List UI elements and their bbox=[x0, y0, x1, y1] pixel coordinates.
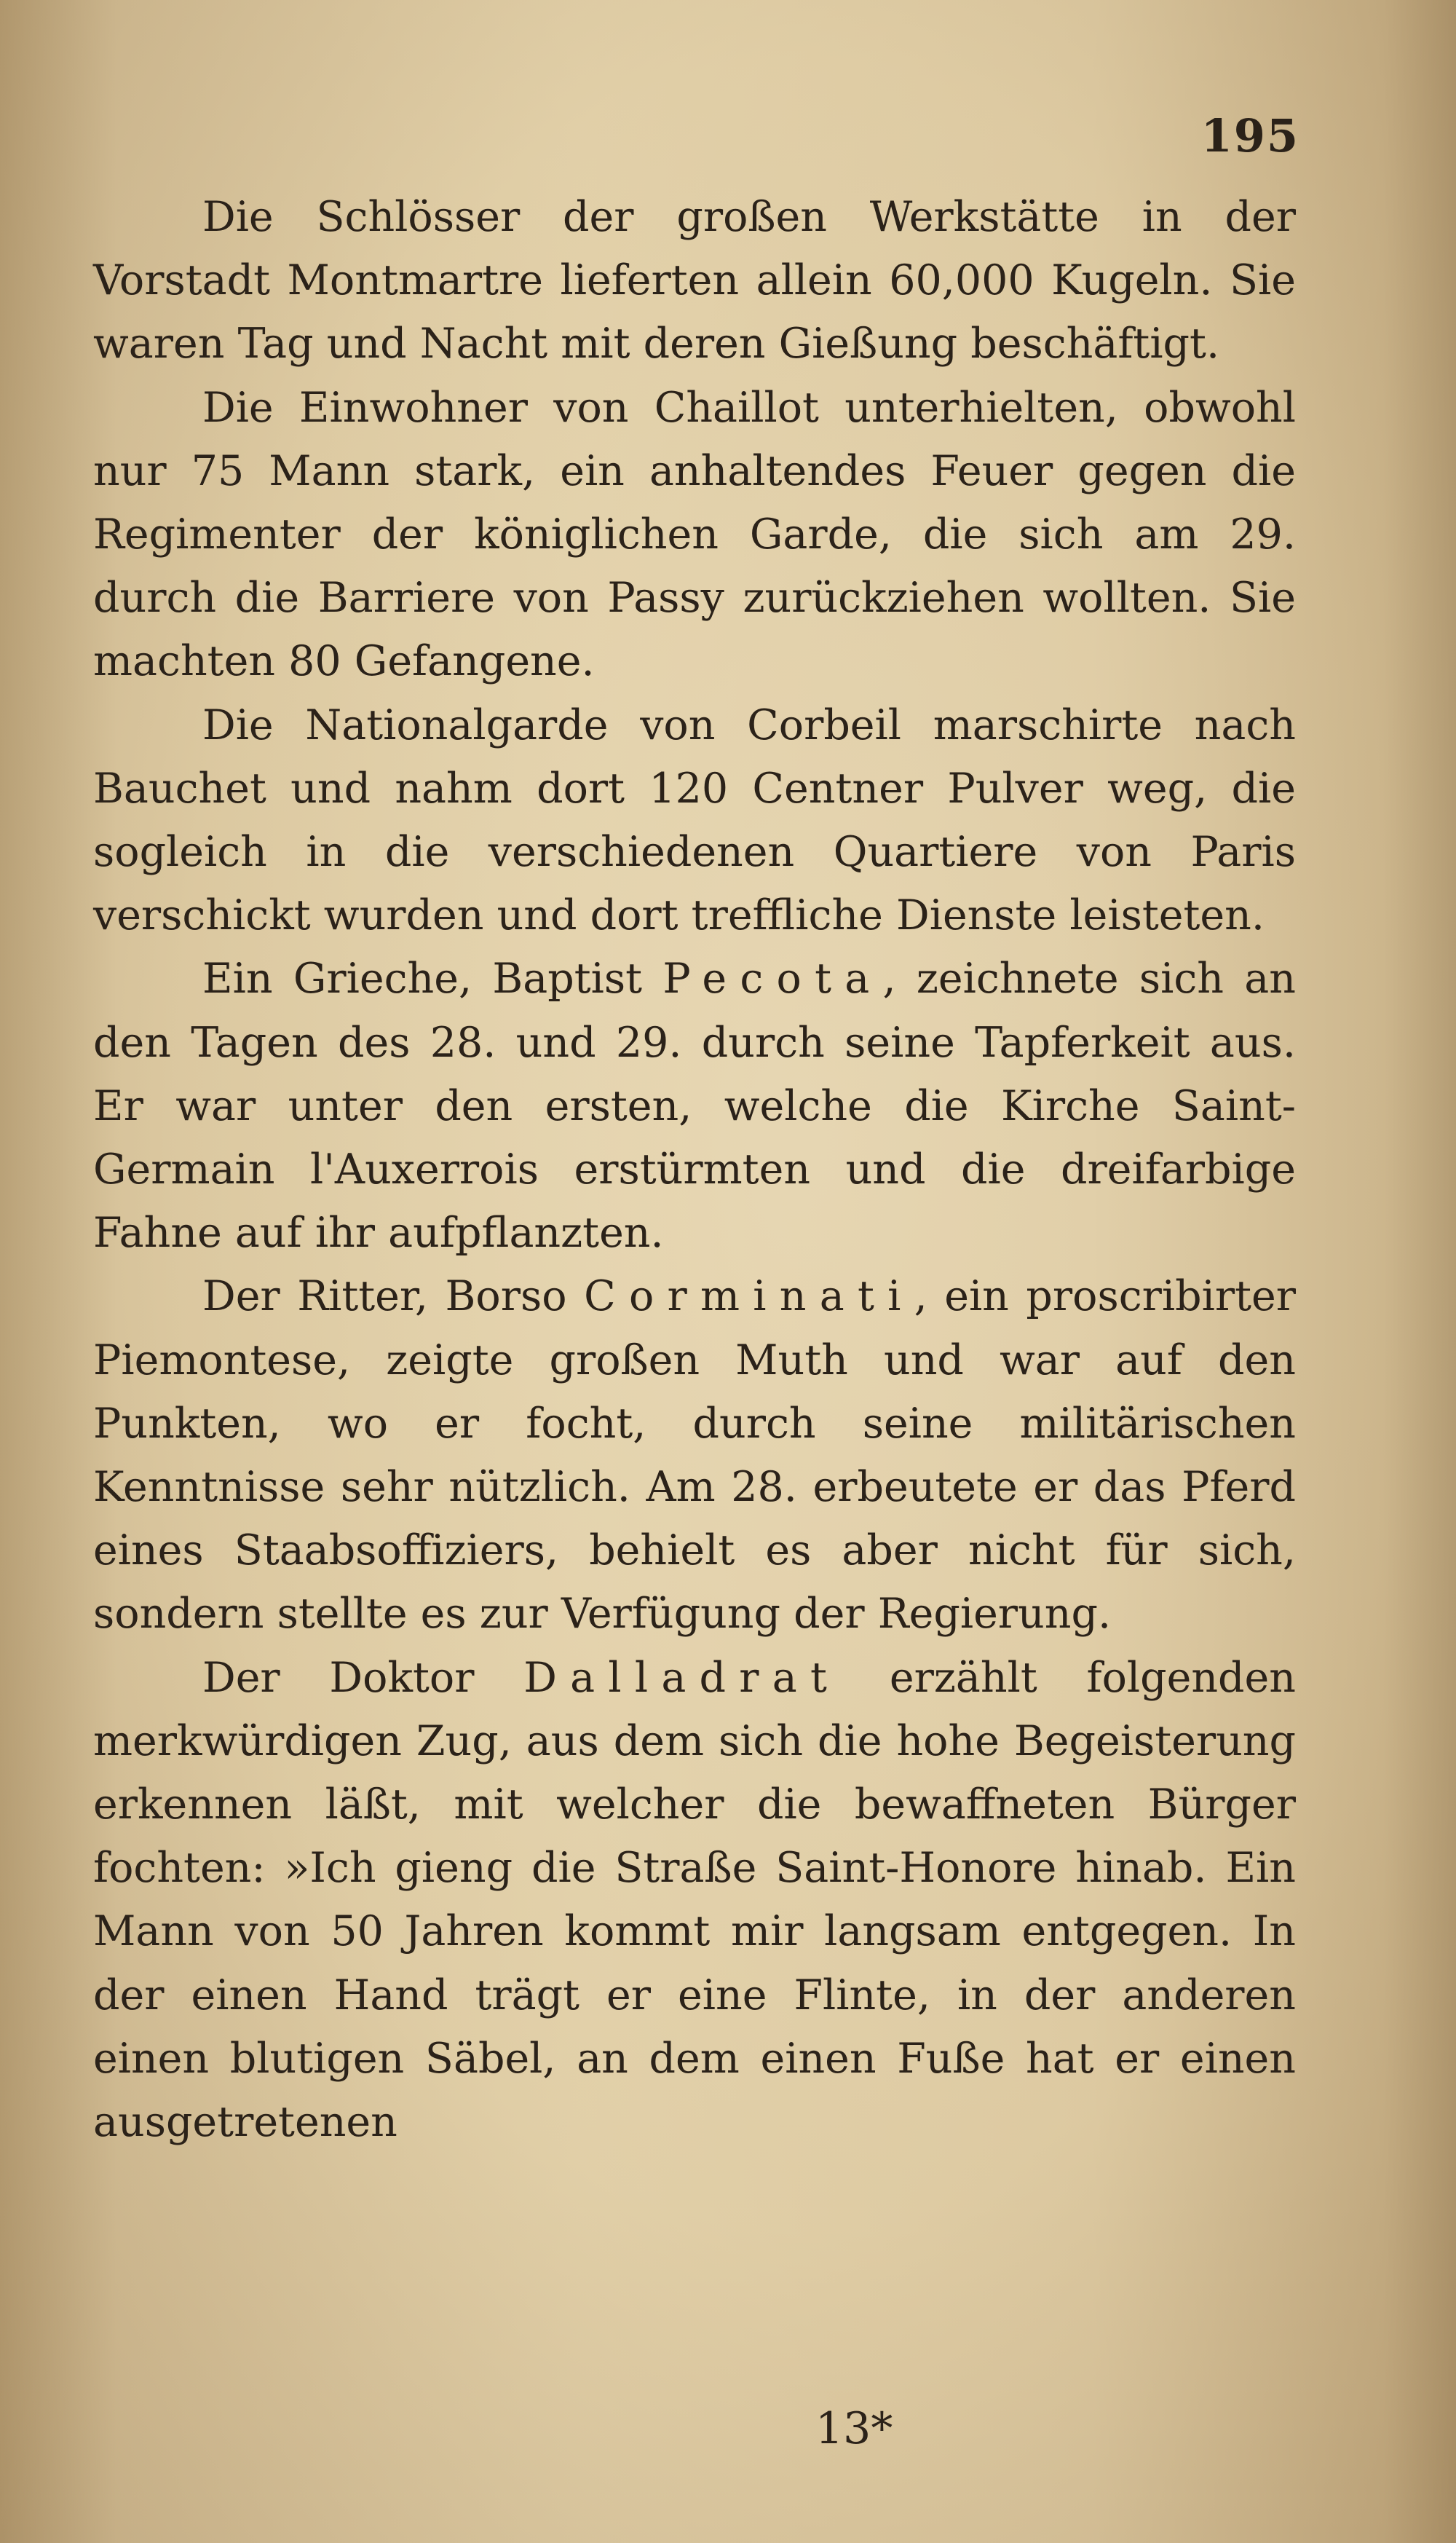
paragraph-corminati-lead: Der Ritter, Borso bbox=[202, 1272, 585, 1321]
person-name-dalladrat: Dalladrat bbox=[523, 1653, 841, 1702]
person-name-pecota: Pecota bbox=[662, 955, 883, 1004]
person-name-corminati: Corminati bbox=[584, 1272, 914, 1321]
page-number: 195 bbox=[1200, 109, 1299, 162]
paragraph-corminati-rest: , ein proscribirter Piemontese, zeigte großen Muth und war auf den Punkten, wo er focht, durch seine militärischen Kenntnisse sehr nützlich. Am 28. erbeutete er das Pferd eines Staabsoffiziers, behielt es aber nicht für sich, sondern stellte es zur Verfügung der Regierung. bbox=[93, 1272, 1296, 1639]
paragraph-dalladrat-lead: Der Doktor bbox=[202, 1653, 524, 1702]
paragraph-chaillot: Die Einwohner von Chaillot unterhielten, obwohl nur 75 Mann stark, ein anhaltendes Feuer gegen die Regimenter der königlichen Garde, die sich am 29. durch die Barriere von Passy zurückziehen wollten. Sie machten 80 Gefangene. bbox=[93, 383, 1296, 686]
paragraph-dalladrat-rest: erzählt folgenden merkwürdigen Zug, aus dem sich die hohe Begeisterung erkennen läßt, mit welcher die bewaffneten Bürger fochten: »Ich gieng die Straße Saint-Honore hinab. Ein Mann von 50 Jahren kommt mir langsam entgegen. In der einen Hand trägt er eine Flinte, in der anderen einen blutigen Säbel, an dem einen Fuße hat er einen ausgetretenen bbox=[93, 1653, 1296, 2147]
paragraph-foundry: Die Schlösser der großen Werkstätte in der Vorstadt Montmartre lieferten allein 60,000 Kugeln. Sie waren Tag und Nacht mit deren Gießung beschäftigt. bbox=[93, 193, 1296, 368]
paragraph-corminati bbox=[93, 1265, 1296, 1646]
paragraph-pecota bbox=[93, 947, 1296, 1265]
paragraph-corbeil: Die Nationalgarde von Corbeil marschirte nach Bauchet und nahm dort 120 Centner Pulver weg, die sogleich in die verschiedenen Quartiere von Paris verschickt wurden und dort treffliche Dienste leisteten. bbox=[93, 701, 1296, 940]
signature-mark: 13* bbox=[815, 2403, 893, 2454]
paragraph-pecota-lead: Ein Grieche, Baptist bbox=[202, 955, 663, 1004]
paragraph-dalladrat bbox=[93, 1647, 1296, 2155]
paragraph-pecota-rest: , zeichnete sich an den Tagen des 28. und 29. durch seine Tapferkeit aus. Er war unter den ersten, welche die Kirche Saint-Germain l'Auxerrois erstürmten und die dreifarbige Fahne auf ihr aufpflanzten. bbox=[93, 955, 1296, 1258]
text-body bbox=[93, 186, 1296, 2154]
